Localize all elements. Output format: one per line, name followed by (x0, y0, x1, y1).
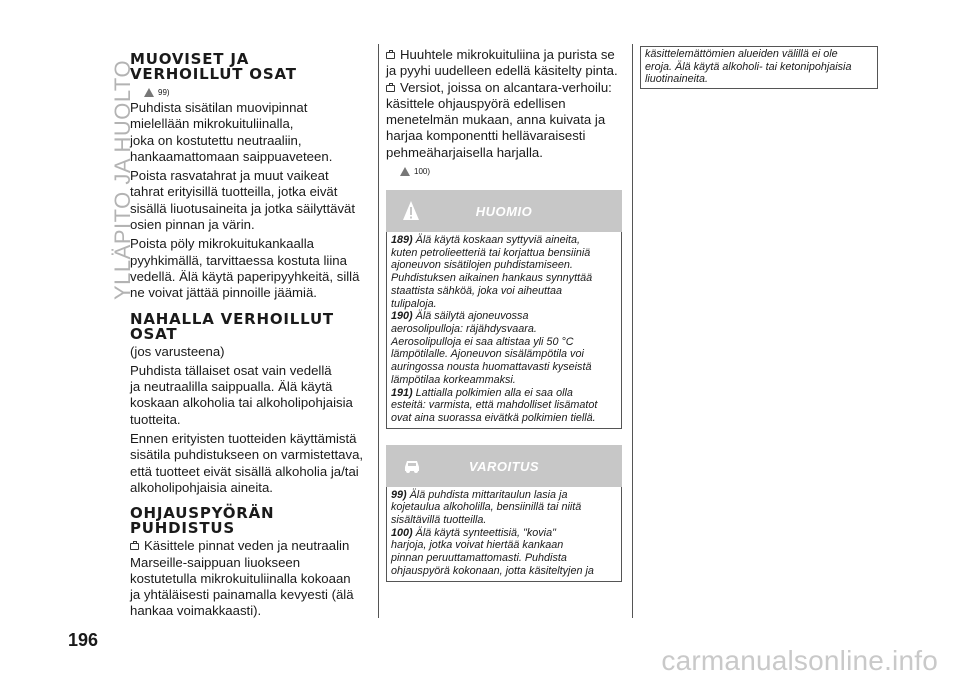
warning-triangle-icon (400, 167, 410, 176)
bag-icon (386, 50, 396, 60)
bag-icon (386, 83, 396, 93)
varoitus-continuation (640, 46, 878, 89)
heading-muoviset (130, 52, 370, 82)
paragraph-rinse: Huuhtele mikrokuituliina ja purista se ja pyyhi uudelleen edellä käsitelty pinta. (386, 47, 618, 79)
huomio-notice (386, 190, 622, 429)
huomio-body (386, 232, 622, 429)
reference-100 (400, 167, 622, 176)
huomio-header (386, 190, 622, 232)
paragraph-6: Ennen erityisten tuotteiden käyttämistä sisätila puhdistukseen on varmistettava, että tuotteet eivät sisällä alkoholia ja/tai alkoholipohjaisia aineita. (130, 431, 364, 495)
heading-ohjaus: OHJAUSPYÖRÄN PUHDISTUS (130, 504, 275, 538)
side-title-text: YLLÄPITO JA HUOLTO (110, 59, 135, 300)
heading-nahalla: NAHALLA VERHOILLUT OSAT (130, 309, 334, 343)
heading-line: MUOVISET JA (130, 50, 250, 68)
note-190: 190) Älä säilytä ajoneuvossa aerosolipulloja: räjähdysvaara. Aerosolipulloja ei saa altistaa yli 50 °C lämpötilalle. Ajoneuvon sisälämpötila voi auringossa nousta huomattavasti kyseistä lämpötilaa korkeammaksi. (391, 310, 592, 386)
paragraph-4: (jos varusteena) (130, 343, 225, 359)
side-title (88, 40, 135, 300)
paragraph-7: Käsittele pinnat veden ja neutraalin Marseille-saippuan liuokseen kostutetulla mikrokuituliinalla kokoaan ja yhtäläisesti painamalla kevyesti (älä hankaa voimakkaasti). (130, 538, 354, 619)
column-divider-1 (378, 44, 379, 618)
paragraph-2: Poista rasvatahrat ja muut vaikeat tahrat erityisillä tuotteilla, jotka eivät sisällä liuotusaineita ja jotka säilyttävät osien pinnan ja värin. (130, 168, 356, 233)
varoitus-body (386, 487, 622, 582)
column-2 (386, 47, 622, 582)
reference-label: 99) (158, 88, 170, 97)
heading-line: VERHOILLUT OSAT (130, 65, 297, 83)
varoitus-title: VAROITUS (468, 458, 540, 474)
note-99: 99) Älä puhdista mittaritaulun lasia ja kojetaulua alkoholilla, bensiinillä tai niitä sisältävillä tuotteilla. (391, 488, 582, 527)
column-3 (640, 46, 878, 89)
page-number: 196 (68, 630, 99, 650)
paragraph-3: Poista pöly mikrokuitukankaalla pyyhkimällä, tarvittaessa kostuta liina vedellä. Älä käytä paperipyyhkeitä, sillä ne voivat jättää pinnoille jäämiä. (130, 236, 360, 301)
watermark: carmanualsonline.info (661, 645, 938, 676)
column-divider-2 (632, 44, 633, 618)
paragraph-5: Puhdista tällaiset osat vain vedellä ja neutraalilla saippualla. Älä käytä koskaan alkoholia tai alkoholipohjaisia tuotteita. (130, 362, 353, 427)
note-100-continued: käsittelemättömien alueiden välillä ei ole eroja. Älä käytä alkoholi- tai ketonipohjaisia liuotinaineita. (645, 48, 852, 86)
note-191: 191) Lattialla polkimien alla ei saa olla esteitä: varmista, että mahdolliset lisämatot ovat aina suorassa eivätkä polkimien tiellä. (391, 386, 598, 424)
reference-label: 100) (414, 167, 431, 177)
bag-icon (130, 541, 140, 551)
paragraph-alcantara: Versiot, joissa on alcantara-verhoilu: käsittele ohjauspyörä edellisen menetelmän mukaan, anna kuivata ja harjaa komponentti hellävaraisesti pehmeäharjaisella harjalla. (386, 79, 612, 160)
varoitus-header (386, 445, 622, 487)
huomio-title: HUOMIO (475, 204, 533, 220)
column-1 (130, 52, 370, 620)
warning-triangle-icon (144, 88, 154, 97)
note-189: 189) Älä käytä koskaan syttyviä aineita, kuten petrolieetteriä tai korjattua bensiiniä ajoneuvon sisätilojen puhdistamiseen. Puhdistuksen aikainen hankaus synnyttää staattista sähköä, joka voi aiheuttaa tulipaloja. (391, 234, 593, 310)
note-100: 100) Älä käytä synteettisiä, "kovia" harjoja, jotka voivat hiertää kankaan pinnan peruuttamattomasti. Puhdista ohjauspyörä kokonaan, jotta käsiteltyjen ja (391, 526, 594, 577)
paragraph-1: Puhdista sisätilan muovipinnat mielellään mikrokuituliinalla, joka on kostutettu neutraaliin, hankaamattomaan saippuaveteen. (130, 100, 333, 164)
varoitus-notice (386, 445, 622, 582)
reference-99 (144, 88, 370, 97)
